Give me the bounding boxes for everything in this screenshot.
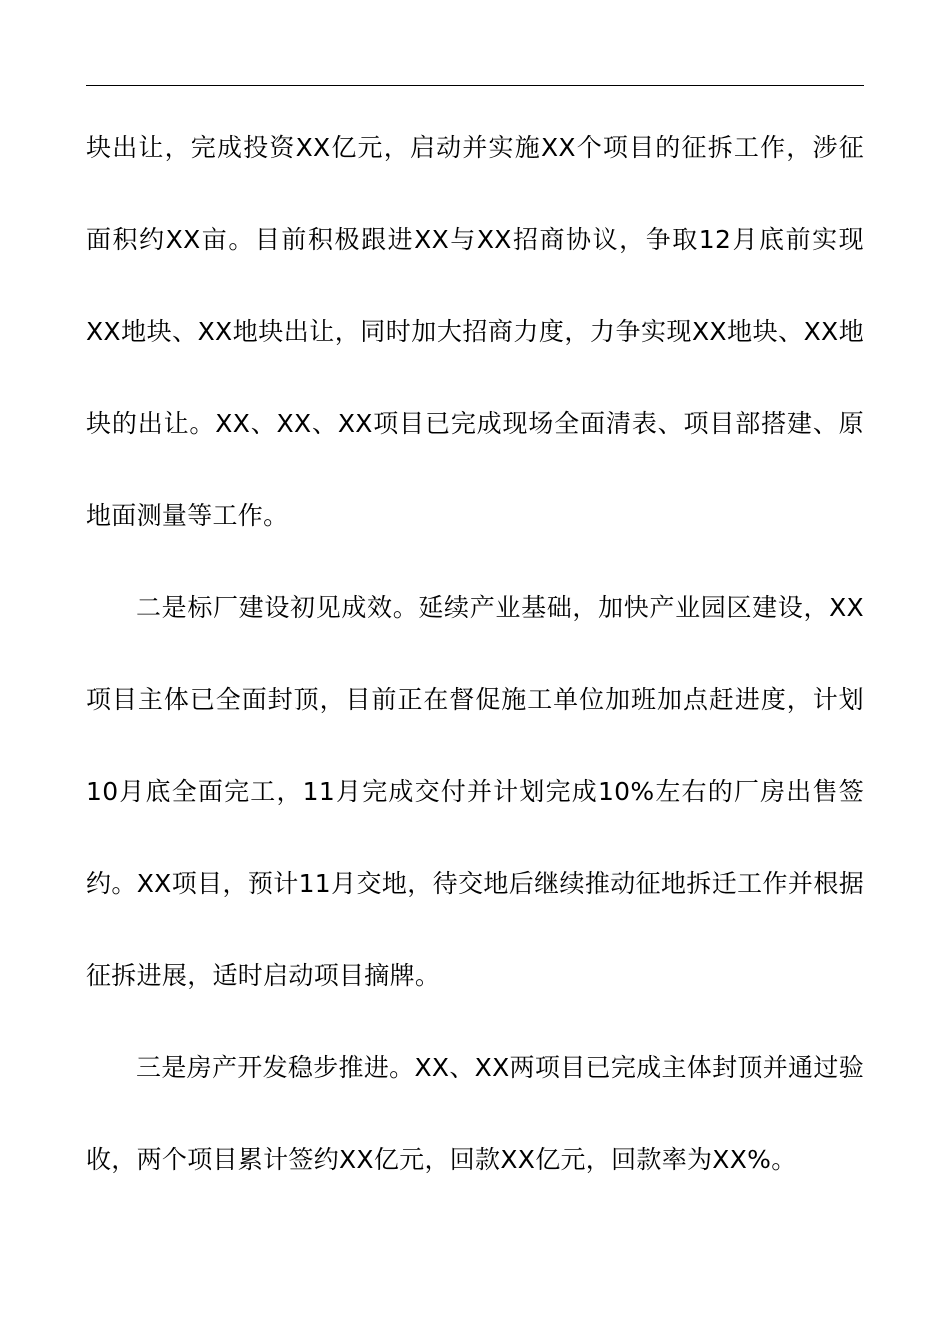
paragraph-factory-construction: 二是标厂建设初见成效。延续产业基础，加快产业园区建设，XX项目主体已全面封顶，目前正在督促施工单位加班加点赶进度，计划10月底全面完工，11月完成交付并计划完成10%左右的厂房出售签约。XX项目，预计11月交地，待交地后继续推动征地拆迁工作并根据征拆进展，适时启动项目摘牌。 — [86, 593, 864, 990]
header-rule — [86, 85, 864, 86]
paragraph-real-estate: 三是房产开发稳步推进。XX、XX两项目已完成主体封顶并通过验收，两个项目累计签约XX亿元，回款XX亿元，回款率为XX%。 — [86, 1053, 864, 1174]
document-body — [86, 102, 864, 1206]
paragraph-continued: 块出让，完成投资XX亿元，启动并实施XX个项目的征拆工作，涉征面积约XX亩。目前积极跟进XX与XX招商协议，争取12月底前实现XX地块、XX地块出让，同时加大招商力度，力争实现XX地块、XX地块的出让。XX、XX、XX项目已完成现场全面清表、项目部搭建、原地面测量等工作。 — [86, 133, 864, 530]
